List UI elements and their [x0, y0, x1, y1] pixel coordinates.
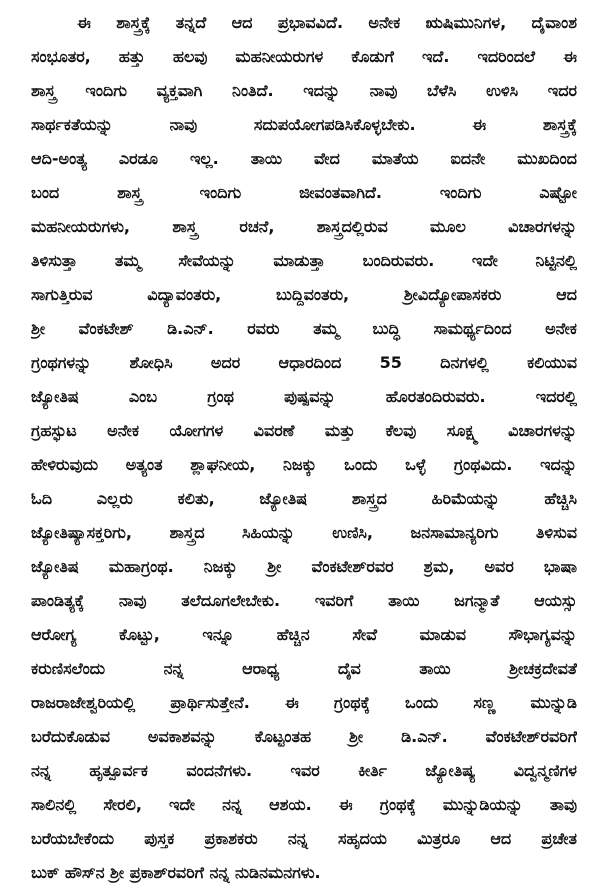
text-line: ಸಂಭೂತರ, ಹತ್ತು ಹಲವು ಮಹನೀಯರುಗಳ ಕೊಡುಗೆ ಇದೆ. ಇದರಿಂದಲೆ ಈ [31, 47, 577, 66]
text-line: ಸಾಗುತ್ತಿರುವ ವಿದ್ಯಾವಂತರು, ಬುದ್ದಿವಂತರು, ಶ್ರೀವಿದ್ಯೋಪಾಸಕರು ಆದ [31, 285, 577, 304]
body-paragraph [31, 6, 577, 890]
text-line: ಕರುಣಿಸಲೆಂದು ನನ್ನ ಆರಾಧ್ಯ ದೈವ ತಾಯಿ ಶ್ರೀಚಕ್ರದೇವತೆ [31, 659, 577, 678]
text-line: ರಾಜರಾಜೇಶ್ವರಿಯಲ್ಲಿ ಪ್ರಾರ್ಥಿಸುತ್ತೇನೆ. ಈ ಗ್ರಂಥಕ್ಕೆ ಒಂದು ಸಣ್ಣ ಮುನ್ನುಡಿ [31, 693, 577, 712]
text-line: ಶಾಸ್ತ್ರ ಇಂದಿಗು ವ್ಯಕ್ತವಾಗಿ ನಿಂತಿದೆ. ಇದನ್ನು ನಾವು ಬೆಳೆಸಿ ಉಳಿಸಿ ಇದರ [31, 81, 577, 100]
text-line: ಬರೆಯಬೇಕೆಂದು ಪುಸ್ತಕ ಪ್ರಕಾಶಕರು ನನ್ನ ಸಹೃದಯ ಮಿತ್ರರೂ ಆದ ಪ್ರಚೇತ [31, 829, 577, 848]
text-line: ಹೇಳಿರುವುದು ಅತ್ಯಂತ ಶ್ಲಾಘನೀಯ, ನಿಜಕ್ಕು ಒಂದು ಒಳ್ಳೆ ಗ್ರಂಥವಿದು. ಇದನ್ನು [31, 455, 577, 474]
text-line: ಬಂದ ಶಾಸ್ತ್ರ ಇಂದಿಗು ಜೀವಂತವಾಗಿದೆ. ಇಂದಿಗು ಎಷ್ಟೋ [31, 183, 577, 202]
text-line: ಪಾಂಡಿತ್ಯಕ್ಕೆ ನಾವು ತಲೆದೂಗಲೇಬೇಕು. ಇವರಿಗೆ ತಾಯಿ ಜಗನ್ಮಾತೆ ಆಯಸ್ಸು [31, 591, 577, 610]
text-line: ತಿಳಿಸುತ್ತಾ ತಮ್ಮ ಸೇವೆಯನ್ನು ಮಾಡುತ್ತಾ ಬಂದಿರುವರು. ಇದೇ ನಿಟ್ಟಿನಲ್ಲಿ [31, 251, 577, 270]
text-line: ಆದಿ-ಅಂತ್ಯ ಎರಡೂ ಇಲ್ಲ. ತಾಯಿ ವೇದ ಮಾತೆಯ ಐದನೇ ಮುಖದಿಂದ [31, 149, 577, 168]
text-line: ಜ್ಯೋತಿಷ ಮಹಾಗ್ರಂಥ. ನಿಜಕ್ಕು ಶ್ರೀ ವೆಂಕಟೇಶ್‌ರವರ ಶ್ರಮ, ಅವರ ಭಾಷಾ [31, 557, 577, 576]
text-line: ಜ್ಯೋತಿಷ್ಯಾಸಕ್ತರಿಗು, ಶಾಸ್ತ್ರದ ಸಿಹಿಯನ್ನು ಉಣಿಸಿ, ಜನಸಾಮಾನ್ಯರಿಗು ತಿಳಿಸುವ [31, 523, 577, 542]
text-line: ಈ ಶಾಸ್ತ್ರಕ್ಕೆ ತನ್ನದೆ ಆದ ಪ್ರಭಾವವಿದೆ. ಅನೇಕ ಋಷಿಮುನಿಗಳ, ದೈವಾಂಶ [77, 13, 577, 32]
text-line: ಬುಕ್ ಹೌಸ್‌ನ ಶ್ರೀ ಪ್ರಕಾಶ್‌ರವರಿಗೆ ನನ್ನ ನುಡಿನಮನಗಳು. [31, 863, 321, 882]
text-line: ಸಾಲಿನಲ್ಲಿ ಸೇರಲಿ, ಇದೇ ನನ್ನ ಆಶಯ. ಈ ಗ್ರಂಥಕ್ಕೆ ಮುನ್ನುಡಿಯನ್ನು ತಾವು [31, 795, 577, 814]
text-line: ಸಾರ್ಥಕತೆಯನ್ನು ನಾವು ಸದುಪಯೋಗಪಡಿಸಿಕೊಳ್ಳಬೇಕು. ಈ ಶಾಸ್ತ್ರಕ್ಕೆ [31, 115, 577, 134]
text-line: ಶ್ರೀ ವೆಂಕಟೇಶ್ ಡಿ.ಎನ್. ರವರು ತಮ್ಮ ಬುದ್ಧಿ ಸಾಮರ್ಥ್ಯದಿಂದ ಅನೇಕ [31, 319, 577, 338]
text-line: ಆರೋಗ್ಯ ಕೊಟ್ಟು, ಇನ್ನೂ ಹೆಚ್ಚಿನ ಸೇವೆ ಮಾಡುವ ಸೌಭಾಗ್ಯವನ್ನು [31, 625, 577, 644]
text-line: ಓದಿ ಎಲ್ಲರು ಕಲಿತು, ಜ್ಯೋತಿಷ ಶಾಸ್ತ್ರದ ಹಿರಿಮೆಯನ್ನು ಹೆಚ್ಚಿಸಿ [31, 489, 577, 508]
text-line: ಮಹನೀಯರುಗಳು, ಶಾಸ್ತ್ರ ರಚನೆ, ಶಾಸ್ತ್ರದಲ್ಲಿರುವ ಮೂಲ ವಿಚಾರಗಳನ್ನು [31, 217, 577, 236]
text-line: ಗ್ರಹಸ್ಫುಟ ಅನೇಕ ಯೋಗಗಳ ವಿವರಣೆ ಮತ್ತು ಕೆಲವು ಸೂಕ್ಷ್ಮ ವಿಚಾರಗಳನ್ನು [31, 421, 577, 440]
text-line: ಜ್ಯೋತಿಷ ಎಂಬ ಗ್ರಂಥ ಪುಷ್ಪವನ್ನು ಹೊರತಂದಿರುವರು. ಇದರಲ್ಲಿ [31, 387, 577, 406]
text-line: ನನ್ನ ಹೃತ್ಪೂರ್ವಕ ವಂದನೆಗಳು. ಇವರ ಕೀರ್ತಿ ಜ್ಯೋತಿಷ್ಯ ವಿದ್ವನ್ಮಣಿಗಳ [31, 761, 577, 780]
text-line: ಬರೆದುಕೊಡುವ ಅವಕಾಶವನ್ನು ಕೊಟ್ಟಂತಹ ಶ್ರೀ ಡಿ.ಎನ್. ವೆಂಕಟೇಶ್‌ರವರಿಗೆ [31, 727, 577, 746]
text-line: ಗ್ರಂಥಗಳನ್ನು ಶೋಧಿಸಿ ಅದರ ಆಧಾರದಿಂದ 55 ದಿನಗಳಲ್ಲಿ ಕಲಿಯುವ [31, 353, 577, 372]
